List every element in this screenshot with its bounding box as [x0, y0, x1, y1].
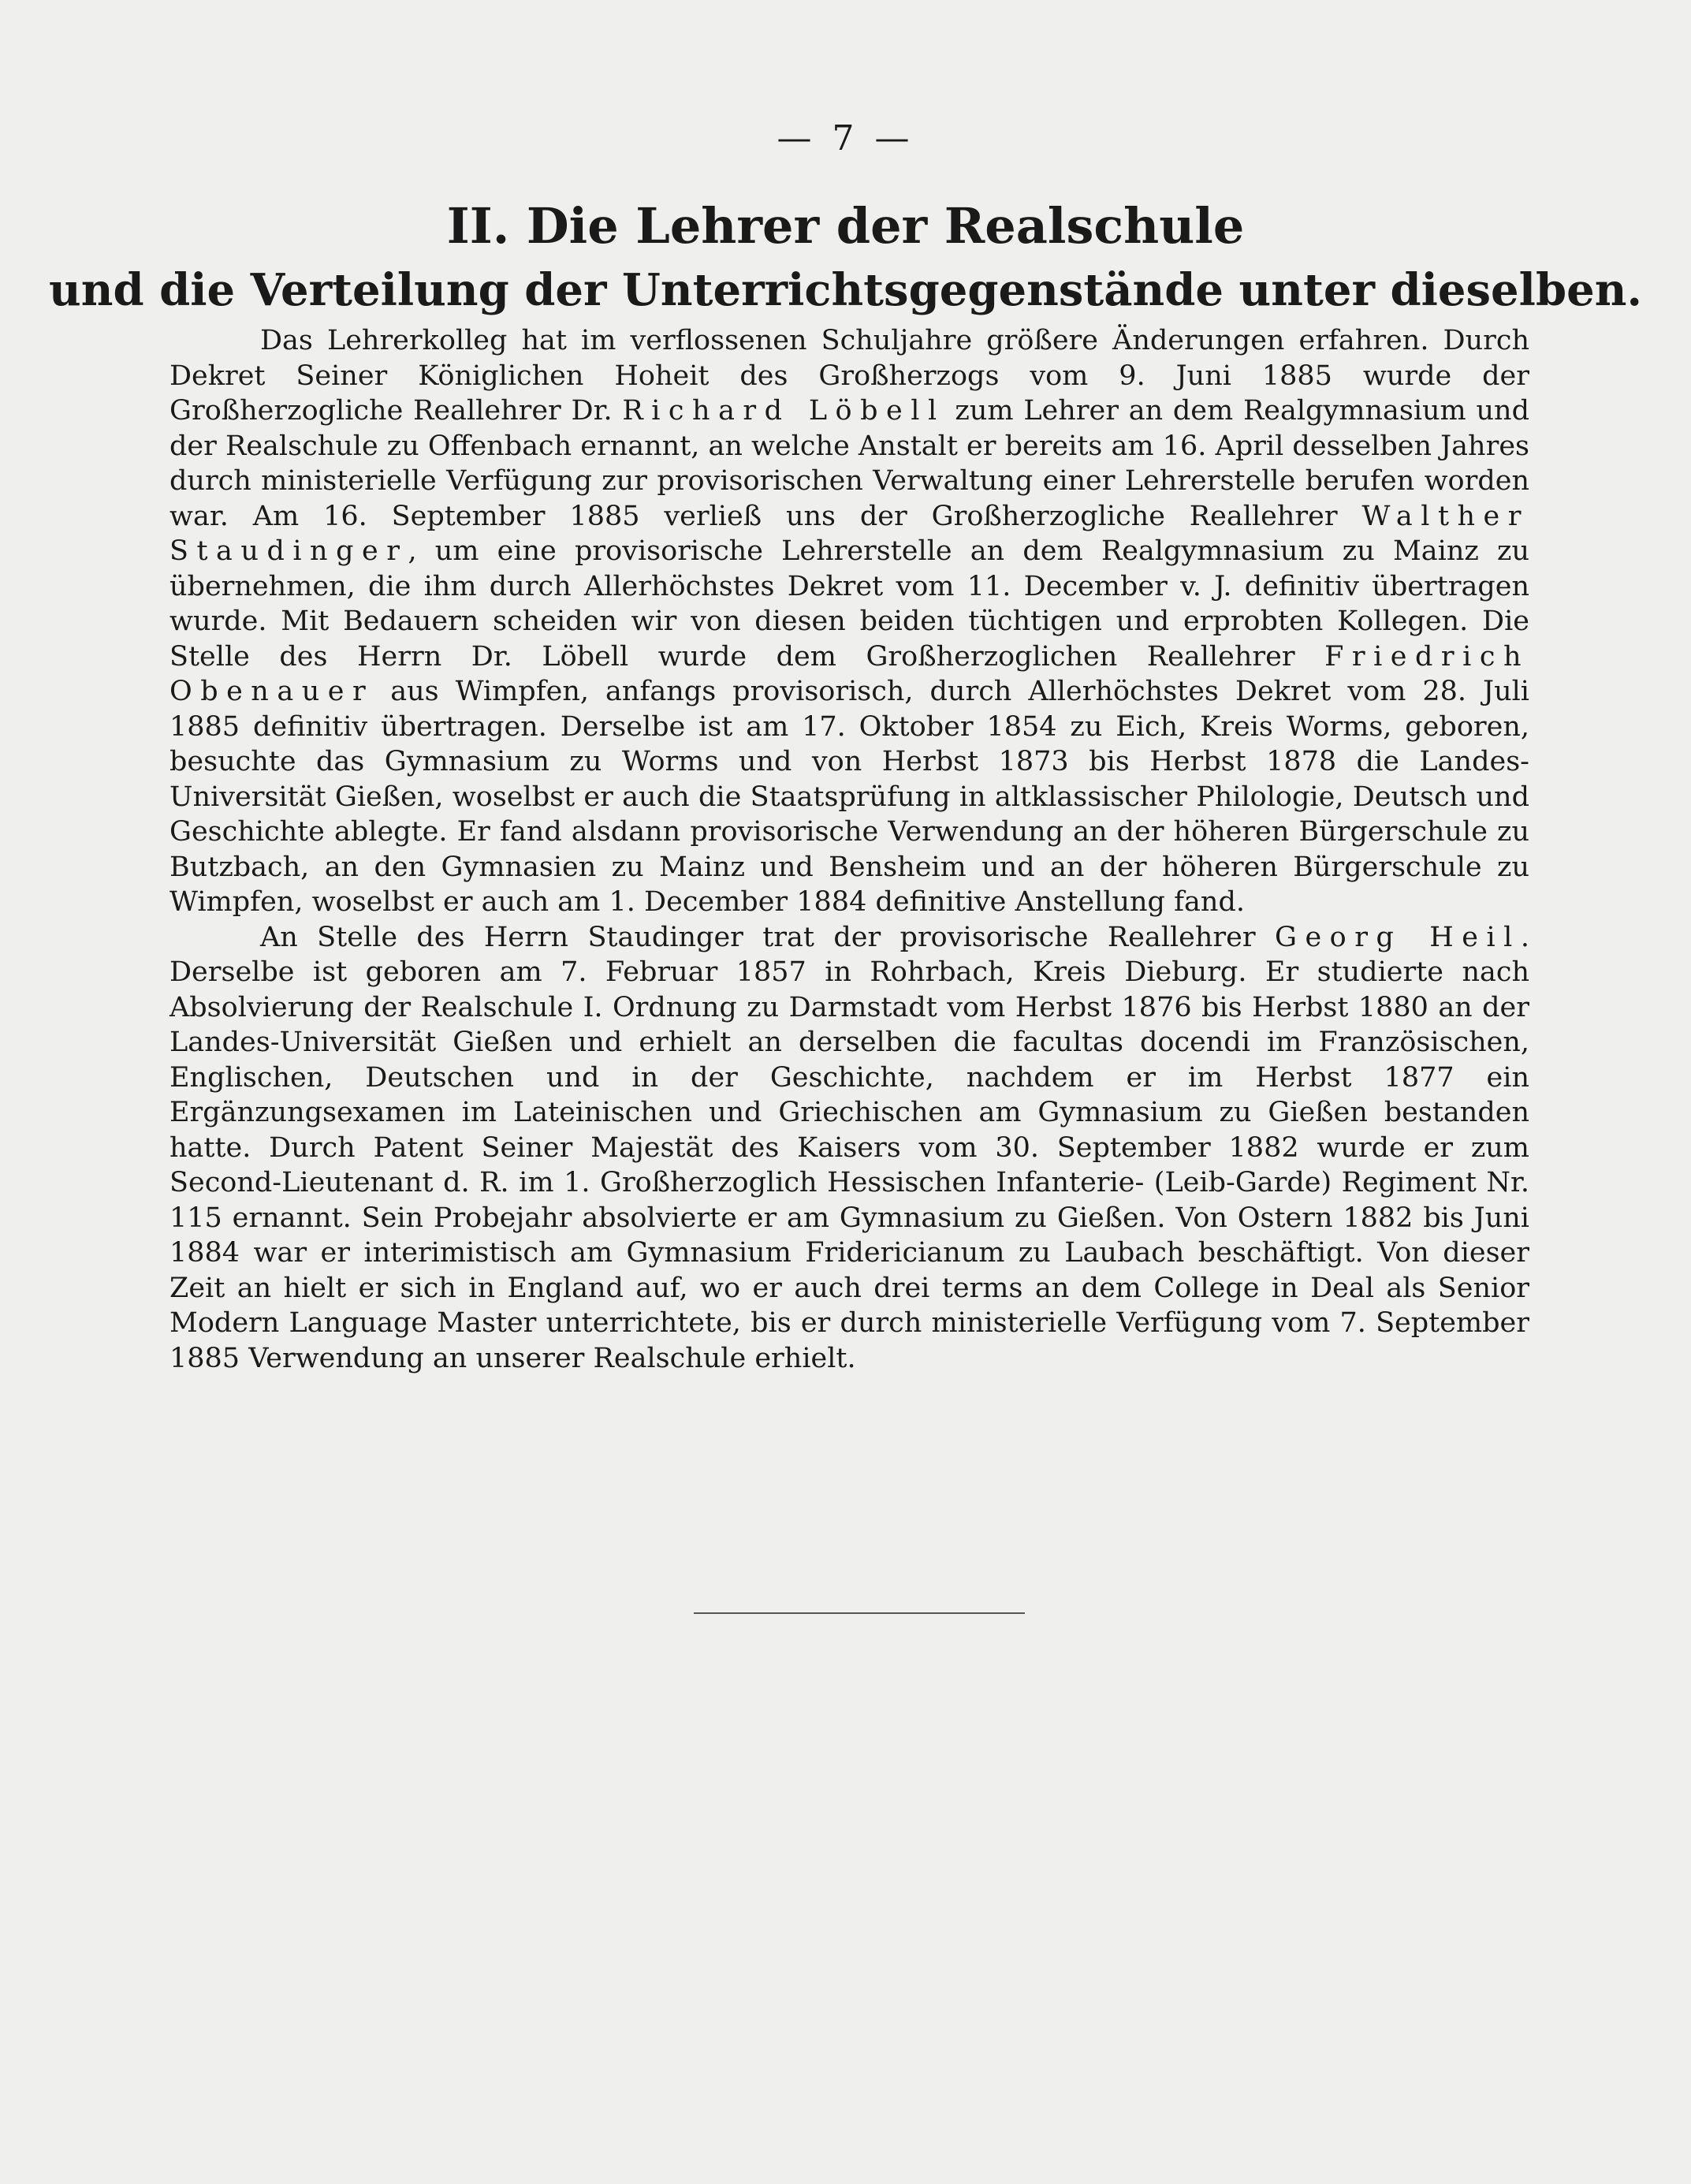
text-run: . Derselbe ist geboren am 7. Februar 1857 in Rohrbach, Kreis Dieburg. Er studierte nach Absolvierung der Realschule I. Ordnung zu Darmstadt vom Herbst 1876 bis Herbst 1880 an der Landes-Universität Gießen und erhielt an derselben die facultas docendi im Französischen, Englischen, Deutschen und in der Geschichte, nachdem er im Herbst 1877 ein Ergänzungsexamen im Lateinischen und Griechischen am Gymnasium zu Gießen bestanden hatte. Durch Patent Seiner Majestät des Kaisers vom 30. September 1882 wurde er zum Second-Lieutenant d. R. im 1. Großherzoglich Hessischen Infanterie- (Leib-Garde) Regiment Nr. 115 ernannt. Sein Probejahr absolvierte er am Gymnasium zu Gießen. Von Ostern 1882 bis Juni 1884 war er interimistisch am Gymnasium Fridericianum zu Laubach beschäftigt. Von dieser Zeit an hielt er sich in England auf, wo er auch drei terms an dem College in Deal als Senior Modern Language Master unterrichtete, bis er durch ministerielle Verfügung vom 7. September 1885 Verwendung an unserer Realschule erhielt.: [169, 921, 1529, 1374]
section-title: II. Die Lehrer der Realschule: [446, 197, 1245, 255]
paragraph-1: [169, 323, 1529, 920]
person-name-staudinger: Walther Staudinger: [169, 500, 1529, 567]
text-run: zum Lehrer an dem Realgymnasium und der Realschule zu Offenbach ernannt, an welche Anstalt er bereits am 16. April desselben Jahres durch ministerielle Verfügung zur provisorischen Verwaltung einer Lehrerstelle berufen worden war. Am 16. September 1885 verließ uns der Großherzogliche Reallehrer: [169, 395, 1529, 532]
page-number: — 7 —: [777, 118, 914, 158]
person-name-obenauer: Friedrich Obenauer: [169, 640, 1529, 707]
body-text: [169, 323, 1529, 1376]
person-name-heil: Georg Heil: [1274, 921, 1521, 953]
section-divider: [694, 1612, 1025, 1614]
text-run: aus Wimpfen, anfangs provisorisch, durch Allerhöchstes Dekret vom 28. Juli 1885 definitiv übertragen. Derselbe ist am 17. Oktober 1854 zu Eich, Kreis Worms, geboren, besuchte das Gymnasium zu Worms und von Herbst 1873 bis Herbst 1878 die Landes-Universität Gießen, woselbst er auch die Staatsprüfung in altklassischer Philologie, Deutsch und Geschichte ablegte. Er fand alsdann provisorische Verwendung an der höheren Bürgerschule zu Butzbach, an den Gymnasien zu Mainz und Bensheim und an der höheren Bürgerschule zu Wimpfen, woselbst er auch am 1. December 1884 definitive Anstellung fand.: [169, 676, 1529, 918]
section-subtitle: und die Verteilung der Unterrichtsgegenstände unter dieselben.: [49, 264, 1642, 316]
person-name-loebell: Richard Löbell: [622, 395, 945, 427]
text-run: , um eine provisorische Lehrerstelle an dem Realgymnasium zu Mainz zu übernehmen, die ihm durch Allerhöchstes Dekret vom 11. December v. J. definitiv übertragen wurde. Mit Bedauern scheiden wir von diesen beiden tüchtigen und erprobten Kollegen. Die Stelle des Herrn Dr. Löbell wurde dem Großherzoglichen Reallehrer: [169, 535, 1529, 673]
text-run: Das Lehrerkolleg hat im verflossenen Schuljahre größere Änderungen erfahren. Durch Dekret Seiner Königlichen Hoheit des Großherzogs vom 9. Juni 1885 wurde der Großherzogliche Reallehrer Dr.: [169, 325, 1529, 427]
paragraph-2: [169, 920, 1529, 1377]
text-run: An Stelle des Herrn Staudinger trat der provisorische Reallehrer: [260, 921, 1275, 953]
